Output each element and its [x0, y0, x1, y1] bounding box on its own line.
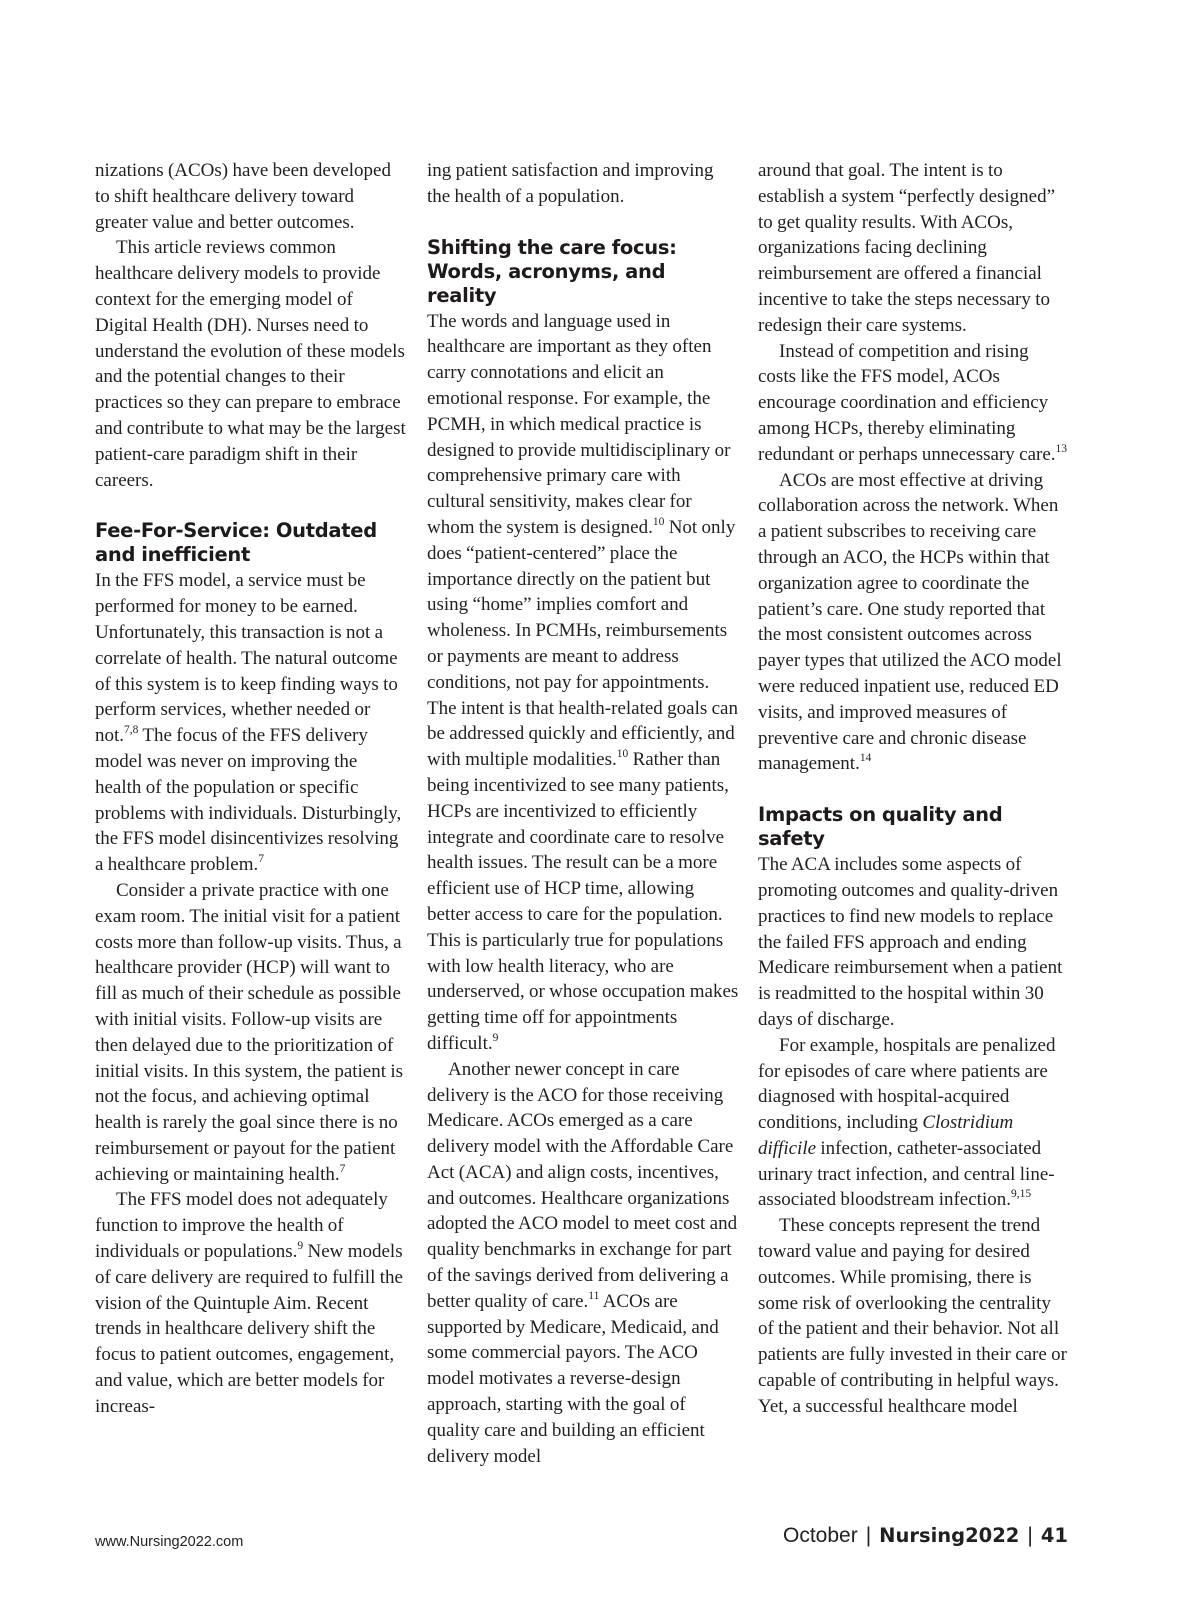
text-run: Not only does “patient-centered” place the importance directly on the patient but using “home” implies comfort and wholeness. In PCMHs, reimbursements or payments are meant to address conditions, not pay for appointments. The intent is that health-related goals can be addressed quickly and efficiently, and with multiple modalities.: [427, 516, 738, 771]
footer-month: October: [782, 1524, 858, 1547]
paragraph: [758, 1033, 1070, 1214]
article-column-1: [95, 158, 407, 1420]
footer-url: www.Nursing2022.com: [95, 1534, 244, 1550]
text-run: In the FFS model, a service must be performed for money to be earned. Unfortunately, this transaction is not a correlate of health. The natural outcome of this system is to keep finding ways to perform services, whether needed or not.: [95, 570, 398, 747]
footer-separator: |: [865, 1524, 872, 1547]
text-run: Another newer concept in care delivery is the ACO for those receiving Medicare. ACOs emerged as a care delivery model with the Affordable Care Act (ACA) and align costs, incentives, and outcomes. Healthcare organizations adopted the ACO model to meet cost and quality benchmarks in exchange for part of the savings derived from delivering a better quality of care.: [427, 1058, 738, 1312]
footer-folio: [783, 1524, 1068, 1548]
section-heading: Shifting the care focus: Words, acronyms, and reality: [427, 235, 677, 307]
paragraph: [95, 568, 407, 878]
paragraph: [95, 1187, 407, 1419]
paragraph: [758, 339, 1070, 468]
text-run: The focus of the FFS delivery model was never on improving the health of the population or specific problems with individuals. Disturbingly, the FFS model disincentivizes resolving a healthcare problem.: [95, 725, 402, 876]
text-run: ACOs are most effective at driving collaboration across the network. When a patient subscribes to receiving care through an ACO, the HCPs within that organization agree to coordinate the patient’s care. One study reported that the most consistent outcomes across payer types that utilized the ACO model were reduced inpatient use, reduced ED visits, and improved measures of preventive care and chronic disease management.: [758, 469, 1062, 775]
paragraph: nizations (ACOs) have been developed to shift healthcare delivery toward greater value and better outcomes.: [95, 160, 391, 233]
reference: 9,15: [1010, 1188, 1032, 1201]
paragraph: This article reviews common healthcare delivery models to provide context for the emerging model of Digital Health (DH). Nurses need to understand the evolution of these models and the potential changes to their practices so they can prepare to embrace and contribute to what may be the largest patient-care paradigm shift in their careers.: [95, 237, 406, 491]
paragraph: ing patient satisfaction and improving the health of a population.: [427, 160, 714, 207]
paragraph: [95, 878, 407, 1188]
text-run: For example, hospitals are penalized for episodes of care where patients are diagnosed with hospital-acquired conditions, including: [758, 1034, 1056, 1134]
reference: 9: [492, 1031, 499, 1044]
section-heading: Impacts on quality and safety: [758, 803, 1003, 851]
reference: 10: [652, 515, 665, 528]
text-run: Rather than being incentivized to see many patients, HCPs are incentivized to efficiently integrate and coordinate care to resolve health issues. The result can be a more efficient use of HCP time, allowing better access to care for the population. This is particularly true for populations with low health literacy, who are underserved, or whose occupation makes getting time off for appointments difficult.: [427, 749, 739, 1054]
paragraph: [758, 468, 1070, 778]
reference: 7: [258, 853, 265, 866]
paragraph: around that goal. The intent is to establish a system “perfectly designed” to get quality results. With ACOs, organizations facing declining reimbursement are offered a financial incentive to take the steps necessary to redesign their care systems.: [758, 160, 1056, 336]
paragraph: [427, 309, 739, 1057]
text-run: New models of care delivery are required to fulfill the vision of the Quintuple Aim. Recent trends in healthcare delivery shift the focus to patient outcomes, engagement, and value, which are better models for increas-: [95, 1241, 403, 1417]
text-run: Consider a private practice with one exam room. The initial visit for a patient costs more than follow-up visits. Thus, a healthcare provider (HCP) will want to fill as much of their schedule as possible with initial visits. Follow-up visits are then delayed due to the prioritization of initial visits. In this system, the patient is not the focus, and achieving optimal health is rarely the goal since there is no reimbursement or payout for the patient achieving or maintaining health.: [95, 879, 404, 1185]
text-run: The words and language used in healthcare are important as they often carry connotations and elicit an emotional response. For example, the PCMH, in which medical practice is designed to provide multidisciplinary or comprehensive primary care with cultural sensitivity, makes clear for whom the system is designed.: [427, 310, 731, 538]
paragraph: The ACA includes some aspects of promoting outcomes and quality-driven practices to find new models to replace the failed FFS approach and ending Medicare reimbursement when a patient is readmitted to the hospital within 30 days of discharge.: [758, 854, 1063, 1030]
text-run: ACOs are supported by Medicare, Medicaid, and some commercial payors. The ACO model motivates a reverse-design approach, starting with the goal of quality care and building an efficient delivery model: [427, 1290, 719, 1467]
reference: 9: [297, 1240, 304, 1253]
page-number: 41: [1040, 1524, 1068, 1547]
reference: 10: [616, 748, 629, 761]
italic-term: Clostridium difficile: [758, 1112, 1014, 1159]
reference: 13: [1055, 442, 1068, 455]
reference: 11: [588, 1289, 600, 1302]
text-run: Instead of competition and rising costs like the FFS model, ACOs encourage coordination and efficiency among HCPs, thereby eliminating redundant or perhaps unnecessary care.: [758, 340, 1056, 465]
footer-publication: Nursing2022: [879, 1524, 1020, 1547]
reference: 7,8: [124, 724, 139, 737]
article-column-3: [758, 158, 1070, 1420]
article-column-2: [427, 158, 739, 1469]
text-run: infection, catheter-associated urinary tract infection, and central line-associated bloodstream infection.: [758, 1137, 1055, 1211]
reference: 7: [339, 1162, 346, 1175]
text-run: The FFS model does not adequately function to improve the health of individuals or populations.: [95, 1189, 388, 1263]
paragraph: [427, 1057, 739, 1470]
paragraph: These concepts represent the trend toward value and paying for desired outcomes. While promising, there is some risk of overlooking the centrality of the patient and their behavior. Not all patients are fully invested in their care or capable of contributing in helpful ways. Yet, a successful healthcare model: [758, 1215, 1067, 1417]
section-heading: Fee-For-Service: Outdated and inefficient: [95, 519, 377, 567]
reference: 14: [859, 752, 872, 765]
footer-separator: |: [1027, 1524, 1033, 1547]
